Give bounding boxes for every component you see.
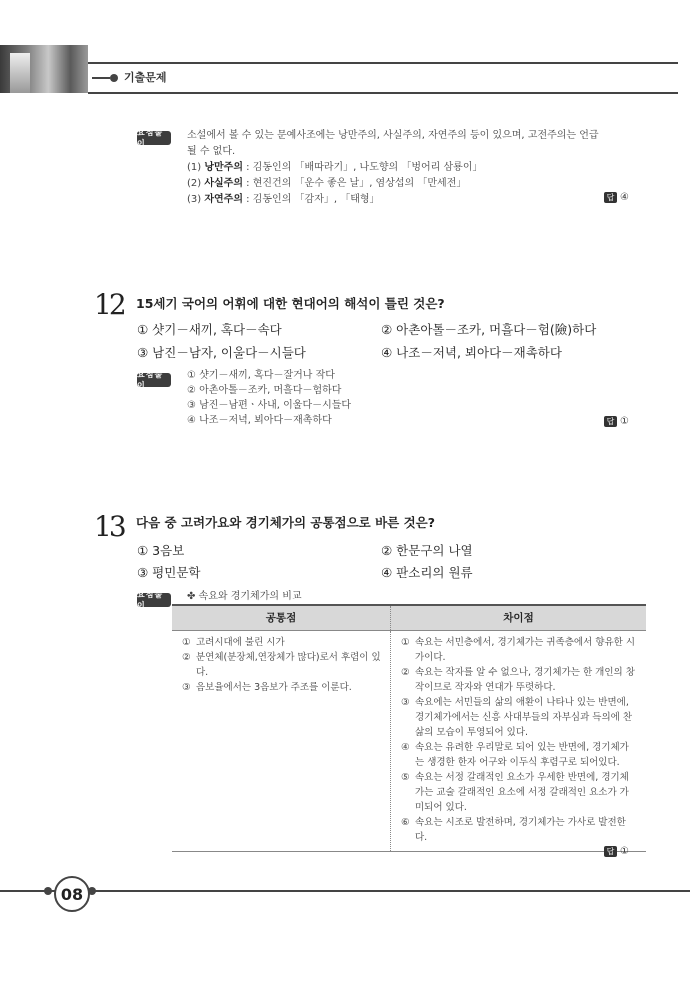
section-title: 기출문제: [124, 71, 167, 84]
q11-explanation: [187, 128, 647, 208]
q12-option-1[interactable]: ① 샷기－새끼, 혹다－속다: [137, 322, 282, 337]
common-points-cell: [172, 631, 391, 852]
q13-option-4[interactable]: ④ 판소리의 원류: [381, 565, 473, 580]
header-rule-top: [88, 62, 678, 64]
table-header-diff: 차이점: [391, 605, 647, 631]
q12-answer-value: ①: [620, 416, 629, 427]
q11-answer: [604, 192, 629, 203]
table-header-common: 공통점: [172, 605, 391, 631]
comparison-table-title: ✤ 속요와 경기체가의 비교: [187, 591, 302, 602]
q11-explanation-intro: 소설에서 볼 수 있는 문예사조에는 낭만주의, 사실주의, 자연주의 등이 있으며, 고전주의는 언급: [187, 130, 599, 141]
q13-option-3[interactable]: ③ 평민문학: [137, 565, 201, 580]
q11-explanation-intro2: 될 수 없다.: [187, 146, 236, 157]
footer-rule: [0, 890, 690, 892]
difference-point: ③ 속요에는 서민들의 삶의 애환이 나타나 있는 반면에, 경기체가에서는 신흥 사대부들의 자부심과 득의에 찬 삶의 모습이 투영되어 있다.: [401, 697, 632, 738]
q12-question: 15세기 국어의 어휘에 대한 현대어의 해석이 틀린 것은?: [136, 296, 445, 311]
q12-explanation-item: ③ 남진－남편ㆍ사내, 이울다－시들다: [187, 400, 352, 411]
q12-explanation-item: ② 아촌아톨－조카, 머흘다－험하다: [187, 385, 342, 396]
q11-explanation-item: (3) 자연주의 : 김동인의 「감자」, 「태형」: [187, 194, 380, 205]
difference-point: ② 속요는 작자를 알 수 없으나, 경기체가는 한 개인의 창작이므로 작자와 연대가 뚜렷하다.: [401, 667, 635, 693]
header-rule-bottom: [88, 92, 678, 94]
footer-dot-icon: [44, 887, 52, 895]
q12-explanation-item: ① 샷기－새끼, 혹다－잘거나 작다: [187, 370, 335, 381]
q13-number: 13: [94, 510, 124, 543]
q11-explanation-badge: 요점풀이: [137, 131, 171, 145]
header-dash: [92, 77, 110, 79]
q12-answer: [604, 416, 629, 427]
difference-point: ⑥ 속요는 시조로 발전하며, 경기체가는 가사로 발전한다.: [401, 817, 626, 843]
common-point: ② 분연체(분장체,연장체가 많다)로서 후렴이 있다.: [182, 652, 381, 678]
comparison-table: [172, 604, 646, 852]
q12-explanation-badge: 요점풀이: [137, 373, 171, 387]
q12-option-3[interactable]: ③ 남진－남자, 이울다－시들다: [137, 345, 306, 360]
q13-option-2[interactable]: ② 한문구의 나열: [381, 543, 473, 558]
q12-option-4[interactable]: ④ 나조－저녁, 뵈아다－재촉하다: [381, 345, 562, 360]
q12-explanation-item: ④ 나조－저녁, 뵈아다－재촉하다: [187, 415, 332, 426]
common-point: ③ 음보율에서는 3음보가 주조를 이룬다.: [182, 682, 352, 693]
q12-option-2[interactable]: ② 아촌아톨－조카, 머흘다－험(險)하다: [381, 322, 597, 337]
q11-explanation-item: (1) 낭만주의 : 김동인의 「배따라기」, 나도향의 「벙어리 삼룡이」: [187, 162, 483, 173]
q13-answer: [604, 846, 629, 857]
answer-label-icon: 답: [604, 192, 617, 203]
difference-point: ① 속요는 서민층에서, 경기체가는 귀족층에서 향유한 시가이다.: [401, 637, 636, 663]
q12-number: 12: [94, 288, 124, 321]
q13-answer-value: ①: [620, 846, 629, 857]
q13-option-1[interactable]: ① 3음보: [137, 543, 185, 558]
header-dot-icon: [110, 74, 118, 82]
q13-explanation-badge: 요점풀이: [137, 593, 171, 607]
differences-cell: [391, 631, 647, 852]
q11-explanation-item: (2) 사실주의 : 현진건의 「운수 좋은 날」, 염상섭의 「만세전」: [187, 178, 467, 189]
q11-answer-value: ④: [620, 192, 629, 203]
q12-explanation: [187, 368, 487, 428]
difference-point: ⑤ 속요는 서정 갈래적인 요소가 우세한 반면에, 경기체가는 교술 갈래적인 요소에 서정 갈래적인 요소가 가미되어 있다.: [401, 772, 629, 813]
common-point: ① 고려시대에 불린 시가: [182, 637, 285, 648]
q13-question: 다음 중 고려가요와 경기체가의 공통점으로 바른 것은?: [136, 515, 436, 530]
answer-label-icon: 답: [604, 416, 617, 427]
difference-point: ④ 속요는 유려한 우리말로 되어 있는 반면에, 경기체가는 생경한 한자 어구와 이두식 후렴구로 되어있다.: [401, 742, 629, 768]
answer-label-icon: 답: [604, 846, 617, 857]
header-photo: [0, 45, 88, 93]
page-number: 08: [54, 876, 90, 912]
